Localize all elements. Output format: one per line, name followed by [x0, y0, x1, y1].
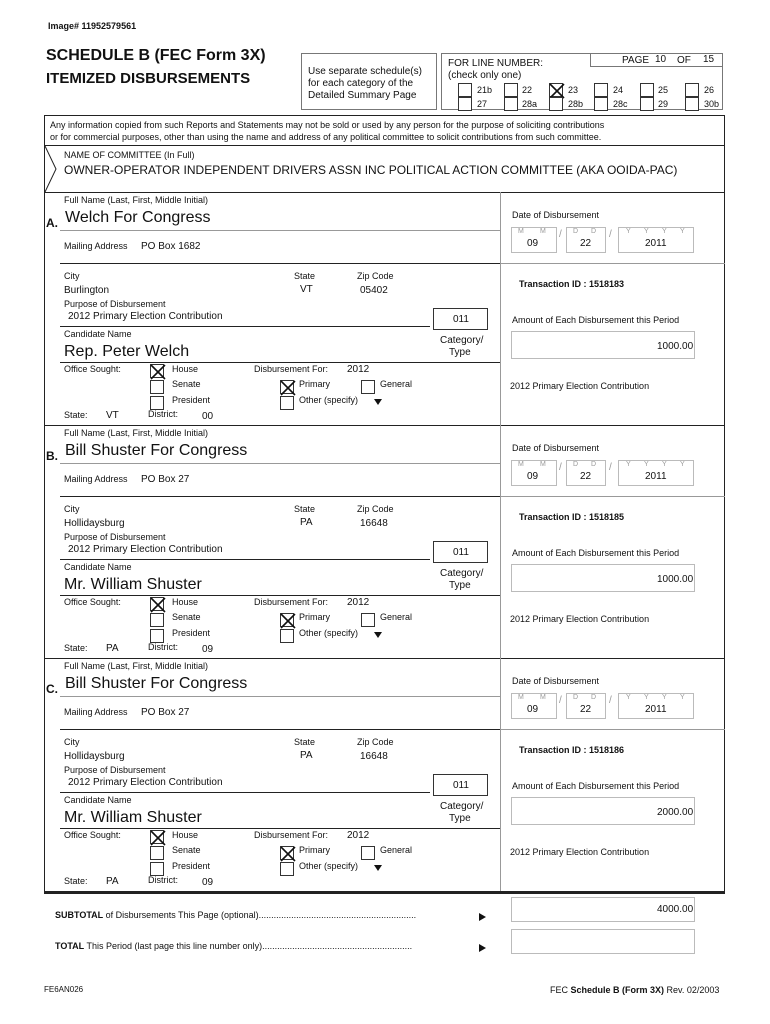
- divider: [60, 263, 500, 264]
- day-tick-1: D: [573, 694, 579, 701]
- house-label: House: [172, 597, 199, 607]
- district-value[interactable]: 09: [202, 877, 214, 888]
- divider: [44, 192, 725, 193]
- page-total: 15: [703, 54, 715, 65]
- state-value[interactable]: VT: [300, 284, 313, 295]
- president-label: President: [172, 395, 211, 405]
- city-label: City: [64, 504, 80, 514]
- line-27-label: 27: [477, 99, 488, 109]
- year-tick-3: Y: [662, 228, 667, 235]
- line-27-checkbox[interactable]: [458, 97, 472, 111]
- line-30b-checkbox[interactable]: [685, 97, 699, 111]
- day-value: 22: [580, 238, 592, 249]
- notice-line-2: or for commercial purposes, other than using the name and address of any political committee to solicit contributions from such committee.: [50, 132, 602, 142]
- divider: [60, 362, 500, 363]
- amount-label: Amount of Each Disbursement this Period: [512, 781, 680, 791]
- purpose-value[interactable]: 2012 Primary Election Contribution: [68, 311, 223, 322]
- date-label: Date of Disbursement: [512, 676, 600, 686]
- mailing-address[interactable]: PO Box 27: [141, 474, 190, 485]
- general-label: General: [380, 845, 413, 855]
- underline: [60, 463, 500, 464]
- page-label: PAGE: [622, 55, 650, 66]
- candidate-name-label: Candidate Name: [64, 329, 132, 339]
- divider: [500, 496, 725, 497]
- line-29-checkbox[interactable]: [640, 97, 654, 111]
- line-23-label: 23: [568, 85, 579, 95]
- line-30b-label: 30b: [704, 99, 720, 109]
- primary-checkbox[interactable]: [280, 613, 294, 627]
- footer-prefix: FEC: [550, 985, 571, 995]
- date-slash: /: [559, 229, 562, 240]
- entry-divider: [44, 891, 725, 892]
- senate-checkbox[interactable]: [150, 380, 164, 394]
- line-23-checkbox[interactable]: [549, 83, 563, 97]
- category-label: Category/: [440, 335, 484, 346]
- amount-label: Amount of Each Disbursement this Period: [512, 548, 680, 558]
- line-21b-checkbox[interactable]: [458, 83, 472, 97]
- state-small-label: State:: [64, 876, 88, 886]
- image-label: Image# 11952579561: [48, 21, 137, 31]
- purpose-label: Purpose of Disbursement: [64, 532, 166, 542]
- general-checkbox[interactable]: [361, 380, 375, 394]
- day-tick-2: D: [591, 461, 597, 468]
- line-22-label: 22: [522, 85, 533, 95]
- total-rest: This Period (last page this line number only)............................................................: [84, 941, 413, 951]
- date-slash: /: [609, 229, 612, 240]
- district-label: District:: [148, 409, 178, 419]
- line-28c-label: 28c: [613, 99, 628, 109]
- date-slash: /: [609, 695, 612, 706]
- president-checkbox[interactable]: [150, 862, 164, 876]
- year-tick-2: Y: [644, 694, 649, 701]
- year-tick-4: Y: [680, 461, 685, 468]
- divider: [500, 263, 725, 264]
- divider: [60, 559, 430, 560]
- candidate-state[interactable]: VT: [106, 410, 119, 421]
- full-name-label: Full Name (Last, First, Middle Initial): [64, 195, 209, 205]
- state-label: State: [294, 271, 316, 281]
- line-number-label: FOR LINE NUMBER:: [448, 58, 544, 69]
- notice: [50, 119, 604, 143]
- date-slash: /: [609, 462, 612, 473]
- instruction-line-1: Use separate schedule(s): [308, 66, 422, 77]
- line-24-label: 24: [613, 85, 624, 95]
- candidate-name[interactable]: Mr. William Shuster: [64, 576, 202, 593]
- other-label: Other (specify): [299, 395, 359, 405]
- primary-label: Primary: [299, 612, 330, 622]
- committee-label: NAME OF COMMITTEE (In Full): [64, 150, 195, 160]
- house-checkbox[interactable]: [150, 597, 164, 611]
- candidate-name-label: Candidate Name: [64, 795, 132, 805]
- district-label: District:: [148, 642, 178, 652]
- checkmark-x-icon: [149, 829, 167, 847]
- checkmark-x-icon: [279, 845, 297, 863]
- year-value: 2011: [645, 471, 667, 482]
- primary-checkbox[interactable]: [280, 846, 294, 860]
- total-bold: TOTAL: [55, 941, 85, 951]
- column-divider: [500, 658, 501, 891]
- purpose-value[interactable]: 2012 Primary Election Contribution: [68, 544, 223, 555]
- day-value: 22: [580, 704, 592, 715]
- mailing-address-label: Mailing Address: [64, 707, 128, 717]
- footer-bold: Schedule B (Form 3X): [570, 985, 665, 995]
- candidate-state[interactable]: PA: [106, 876, 119, 887]
- city-value[interactable]: Hollidaysburg: [64, 751, 125, 762]
- underline: [60, 696, 500, 697]
- zip-label: Zip Code: [357, 737, 394, 747]
- day-tick-2: D: [591, 228, 597, 235]
- footer-suffix: Rev. 02/2003: [664, 985, 720, 995]
- state-value[interactable]: PA: [300, 750, 313, 761]
- line-21b-label: 21b: [477, 85, 493, 95]
- type-label: Type: [449, 347, 471, 358]
- line-29-label: 29: [658, 99, 669, 109]
- divider: [500, 729, 725, 730]
- date-label: Date of Disbursement: [512, 443, 600, 453]
- column-divider: [500, 425, 501, 658]
- payee-name[interactable]: Bill Shuster For Congress: [65, 675, 248, 692]
- year-tick-4: Y: [680, 228, 685, 235]
- disbursement-for-label: Disbursement For:: [254, 830, 329, 840]
- year-tick-1: Y: [626, 461, 631, 468]
- category-code: 011: [453, 314, 469, 325]
- other-arrow-icon: [374, 632, 382, 638]
- city-label: City: [64, 271, 80, 281]
- mailing-address-label: Mailing Address: [64, 474, 128, 484]
- day-tick-1: D: [573, 461, 579, 468]
- state-small-label: State:: [64, 410, 88, 420]
- subtotal-label: [55, 910, 416, 920]
- house-checkbox[interactable]: [150, 364, 164, 378]
- divider: [60, 595, 500, 596]
- state-small-label: State:: [64, 643, 88, 653]
- president-label: President: [172, 861, 211, 871]
- other-arrow-icon: [374, 399, 382, 405]
- line-22-checkbox[interactable]: [504, 83, 518, 97]
- day-tick-1: D: [573, 228, 579, 235]
- other-label: Other (specify): [299, 628, 359, 638]
- primary-label: Primary: [299, 845, 330, 855]
- itemized-title: ITEMIZED DISBURSEMENTS: [46, 70, 251, 87]
- instructions: [308, 66, 422, 102]
- transaction-id: Transaction ID : 1518185: [519, 512, 625, 522]
- committee-bracket-icon: [44, 145, 58, 193]
- month-tick-2: M: [540, 228, 546, 235]
- disbursement-for-label: Disbursement For:: [254, 597, 329, 607]
- category-label: Category/: [440, 801, 484, 812]
- month-tick-1: M: [518, 694, 524, 701]
- category-code: 011: [453, 780, 469, 791]
- category-code: 011: [453, 547, 469, 558]
- amount-value: 1000.00: [657, 341, 694, 352]
- line-26-label: 26: [704, 85, 715, 95]
- district-value[interactable]: 09: [202, 644, 214, 655]
- checkmark-x-icon: [279, 379, 297, 397]
- disbursement-for-label: Disbursement For:: [254, 364, 329, 374]
- type-label: Type: [449, 813, 471, 824]
- city-value[interactable]: Burlington: [64, 285, 110, 296]
- subtotal-rest: of Disbursements This Page (optional)...............................................................: [103, 910, 417, 920]
- candidate-name[interactable]: Rep. Peter Welch: [64, 343, 190, 360]
- general-checkbox[interactable]: [361, 846, 375, 860]
- purpose-label: Purpose of Disbursement: [64, 299, 166, 309]
- total-arrow-icon: [479, 944, 486, 952]
- date-label: Date of Disbursement: [512, 210, 600, 220]
- mailing-address[interactable]: PO Box 27: [141, 707, 190, 718]
- city-label: City: [64, 737, 80, 747]
- senate-checkbox[interactable]: [150, 846, 164, 860]
- total-label: [55, 941, 412, 951]
- purpose-label: Purpose of Disbursement: [64, 765, 166, 775]
- election-year[interactable]: 2012: [347, 830, 370, 841]
- general-label: General: [380, 612, 413, 622]
- mailing-address-label: Mailing Address: [64, 241, 128, 251]
- year-tick-3: Y: [662, 461, 667, 468]
- day-value: 22: [580, 471, 592, 482]
- district-value[interactable]: 00: [202, 411, 214, 422]
- month-value: 09: [527, 238, 539, 249]
- instruction-line-2: for each category of the: [308, 78, 414, 89]
- senate-checkbox[interactable]: [150, 613, 164, 627]
- divider: [60, 729, 500, 730]
- state-label: State: [294, 737, 316, 747]
- president-label: President: [172, 628, 211, 638]
- transaction-id: Transaction ID : 1518183: [519, 279, 625, 289]
- divider: [60, 792, 430, 793]
- checkmark-x-icon: [149, 596, 167, 614]
- other-checkbox[interactable]: [280, 396, 294, 410]
- purpose-value[interactable]: 2012 Primary Election Contribution: [68, 777, 223, 788]
- total-field[interactable]: [511, 929, 695, 954]
- city-value[interactable]: Hollidaysburg: [64, 518, 125, 529]
- entry-letter: A.: [46, 216, 58, 230]
- entry-letter: C.: [46, 682, 58, 696]
- payee-name[interactable]: Welch For Congress: [65, 209, 211, 226]
- schedule-title: SCHEDULE B (FEC Form 3X): [46, 47, 266, 64]
- year-tick-2: Y: [644, 461, 649, 468]
- subtotal-arrow-icon: [479, 913, 486, 921]
- primary-checkbox[interactable]: [280, 380, 294, 394]
- senate-label: Senate: [172, 612, 201, 622]
- state-label: State: [294, 504, 316, 514]
- line-28b-label: 28b: [568, 99, 584, 109]
- year-tick-1: Y: [626, 694, 631, 701]
- divider: [60, 326, 430, 327]
- office-sought-label: Office Sought:: [64, 830, 121, 840]
- office-sought-label: Office Sought:: [64, 364, 121, 374]
- of-label: OF: [677, 55, 691, 66]
- memo-text: 2012 Primary Election Contribution: [510, 381, 650, 391]
- divider: [44, 893, 725, 894]
- senate-label: Senate: [172, 379, 201, 389]
- footer-form: [550, 985, 719, 995]
- line-25-label: 25: [658, 85, 669, 95]
- entry-divider: [44, 425, 725, 426]
- candidate-name-label: Candidate Name: [64, 562, 132, 572]
- full-name-label: Full Name (Last, First, Middle Initial): [64, 428, 209, 438]
- entry-divider: [44, 658, 725, 659]
- zip-value[interactable]: 16648: [360, 518, 388, 529]
- date-slash: /: [559, 462, 562, 473]
- subtotal-value: 4000.00: [657, 904, 694, 915]
- president-checkbox[interactable]: [150, 396, 164, 410]
- line-24-checkbox[interactable]: [594, 83, 608, 97]
- zip-value[interactable]: 16648: [360, 751, 388, 762]
- year-tick-1: Y: [626, 228, 631, 235]
- underline: [60, 230, 500, 231]
- district-label: District:: [148, 875, 178, 885]
- senate-label: Senate: [172, 845, 201, 855]
- line-28a-checkbox[interactable]: [504, 97, 518, 111]
- general-label: General: [380, 379, 413, 389]
- line-28a-label: 28a: [522, 99, 538, 109]
- month-tick-2: M: [540, 461, 546, 468]
- checkmark-x-icon: [279, 612, 297, 630]
- other-checkbox[interactable]: [280, 862, 294, 876]
- house-label: House: [172, 364, 199, 374]
- year-tick-4: Y: [680, 694, 685, 701]
- line-25-checkbox[interactable]: [640, 83, 654, 97]
- column-divider: [500, 192, 501, 425]
- subtotal-bold: SUBTOTAL: [55, 910, 104, 920]
- mailing-address[interactable]: PO Box 1682: [141, 241, 201, 252]
- office-sought-label: Office Sought:: [64, 597, 121, 607]
- general-checkbox[interactable]: [361, 613, 375, 627]
- amount-label: Amount of Each Disbursement this Period: [512, 315, 680, 325]
- category-label: Category/: [440, 568, 484, 579]
- other-arrow-icon: [374, 865, 382, 871]
- day-tick-2: D: [591, 694, 597, 701]
- year-tick-3: Y: [662, 694, 667, 701]
- year-tick-2: Y: [644, 228, 649, 235]
- zip-label: Zip Code: [357, 271, 394, 281]
- footer-code: FE6AN026: [44, 985, 84, 994]
- check-only-one: (check only one): [448, 70, 522, 81]
- candidate-name[interactable]: Mr. William Shuster: [64, 809, 202, 826]
- president-checkbox[interactable]: [150, 629, 164, 643]
- zip-label: Zip Code: [357, 504, 394, 514]
- divider: [60, 828, 500, 829]
- instruction-line-3: Detailed Summary Page: [308, 90, 417, 101]
- year-value: 2011: [645, 238, 667, 249]
- election-year[interactable]: 2012: [347, 364, 370, 375]
- memo-text: 2012 Primary Election Contribution: [510, 614, 650, 624]
- line-28b-checkbox[interactable]: [549, 97, 563, 111]
- type-label: Type: [449, 580, 471, 591]
- state-value[interactable]: PA: [300, 517, 313, 528]
- entry-letter: B.: [46, 449, 58, 463]
- checkmark-x-icon: [149, 363, 167, 381]
- month-tick-1: M: [518, 228, 524, 235]
- payee-name[interactable]: Bill Shuster For Congress: [65, 442, 248, 459]
- month-value: 09: [527, 471, 539, 482]
- date-slash: /: [559, 695, 562, 706]
- divider: [60, 496, 500, 497]
- transaction-id: Transaction ID : 1518186: [519, 745, 625, 755]
- house-checkbox[interactable]: [150, 830, 164, 844]
- zip-value[interactable]: 05402: [360, 285, 388, 296]
- year-value: 2011: [645, 704, 667, 715]
- month-value: 09: [527, 704, 539, 715]
- line-26-checkbox[interactable]: [685, 83, 699, 97]
- other-label: Other (specify): [299, 861, 359, 871]
- divider: [44, 145, 725, 146]
- notice-line-1: Any information copied from such Reports and Statements may not be sold or used by any person for the purpose of soliciting contributions: [50, 120, 605, 130]
- month-tick-1: M: [518, 461, 524, 468]
- month-tick-2: M: [540, 694, 546, 701]
- primary-label: Primary: [299, 379, 330, 389]
- other-checkbox[interactable]: [280, 629, 294, 643]
- memo-text: 2012 Primary Election Contribution: [510, 847, 650, 857]
- candidate-state[interactable]: PA: [106, 643, 119, 654]
- line-28c-checkbox[interactable]: [594, 97, 608, 111]
- full-name-label: Full Name (Last, First, Middle Initial): [64, 661, 209, 671]
- page-number: 10: [655, 54, 667, 65]
- election-year[interactable]: 2012: [347, 597, 370, 608]
- amount-value: 2000.00: [657, 807, 694, 818]
- amount-value: 1000.00: [657, 574, 694, 585]
- house-label: House: [172, 830, 199, 840]
- committee-name: OWNER-OPERATOR INDEPENDENT DRIVERS ASSN INC POLITICAL ACTION COMMITTEE (AKA OOIDA-PAC): [64, 163, 678, 177]
